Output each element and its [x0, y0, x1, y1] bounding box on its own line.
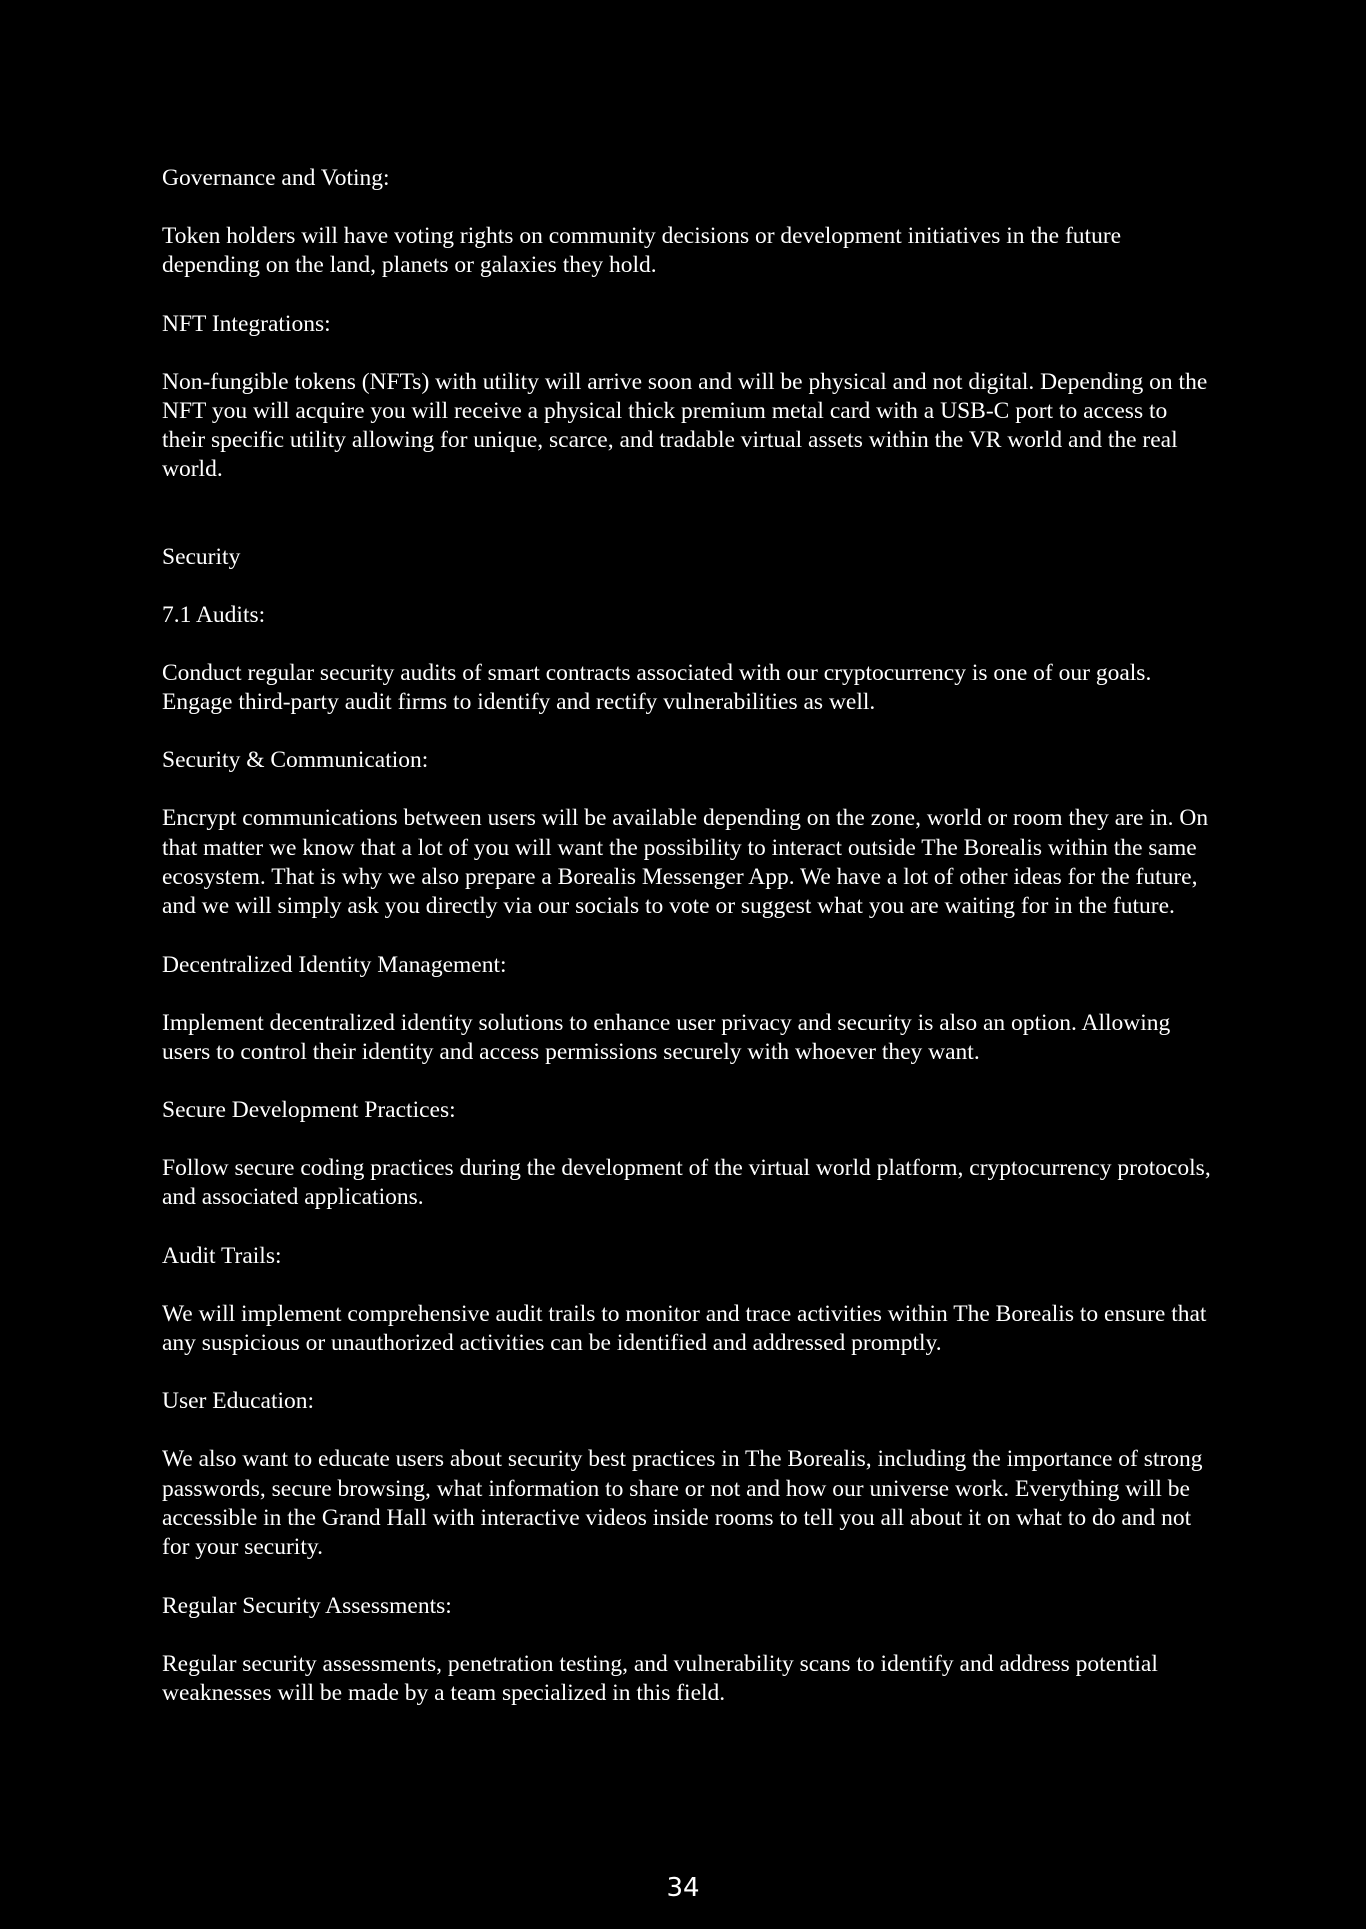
governance-heading: Governance and Voting: [162, 165, 390, 191]
identity-heading: Decentralized Identity Management: [162, 951, 507, 978]
security-section-title: Security [162, 543, 241, 570]
assessments-paragraph: Regular security assessments, penetration testing, and vulnerability scans to identify and address potential weaknesses will be made by a team specialized in this field. [162, 1650, 1158, 1706]
nft-paragraph: Non-fungible tokens (NFTs) with utility will arrive soon and will be physical and not digital. Depending on the NFT you will acquire you will receive a physical thick premium metal card with a USB-C port to access to their specific utility allowing for unique, scarce, and tradable virtual assets within the VR world and the real world. [162, 368, 1208, 483]
document-page [162, 164, 1212, 1708]
assessments-heading: Regular Security Assessments: [162, 1592, 452, 1619]
nft-heading: NFT Integrations: [162, 310, 331, 337]
education-heading: User Education: [162, 1388, 315, 1415]
governance-paragraph: Token holders will have voting rights on community decisions or development initiatives in the future depending on the land, planets or galaxies they hold. [162, 223, 1122, 279]
identity-paragraph: Implement decentralized identity solutions to enhance user privacy and security is also an option. Allowing users to control their identity and access permissions securely with whoever they want. [162, 1009, 1171, 1065]
audit-trails-heading: Audit Trails: [162, 1242, 282, 1269]
audit-trails-paragraph: We will implement comprehensive audit trails to monitor and trace activities within The Borealis to ensure that any suspicious or unauthorized activities can be identified and addressed promptly. [162, 1300, 1207, 1357]
development-paragraph: Follow secure coding practices during the development of the virtual world platform, cryptocurrency protocols, and associated applications. [162, 1155, 1211, 1211]
communication-heading: Security & Communication: [162, 747, 429, 774]
development-heading: Secure Development Practices: [162, 1097, 456, 1124]
communication-paragraph: Encrypt communications between users will be available depending on the zone, world or room they are in. On that matter we know that a lot of you will want the possibility to interact outside The Borealis within the same ecosystem. That is why we also prepare a Borealis Messenger App. We have a lot of other ideas for the future, and we will simply ask you directly via our socials to vote or suggest what you are waiting for in the future. [162, 805, 1209, 920]
page-number: 34 [666, 1873, 700, 1903]
audits-heading: 7.1 Audits: [162, 601, 266, 628]
audits-paragraph: Conduct regular security audits of smart contracts associated with our cryptocurrency is one of our goals. Engage third-party audit firms to identify and rectify vulnerabilities as well. [162, 659, 1152, 716]
education-paragraph: We also want to educate users about security best practices in The Borealis, including the importance of strong passwords, secure browsing, what information to share or not and how our universe work. Everything will be accessible in the Grand Hall with interactive videos inside rooms to tell you all about it on what to do and not for your security. [162, 1446, 1203, 1561]
